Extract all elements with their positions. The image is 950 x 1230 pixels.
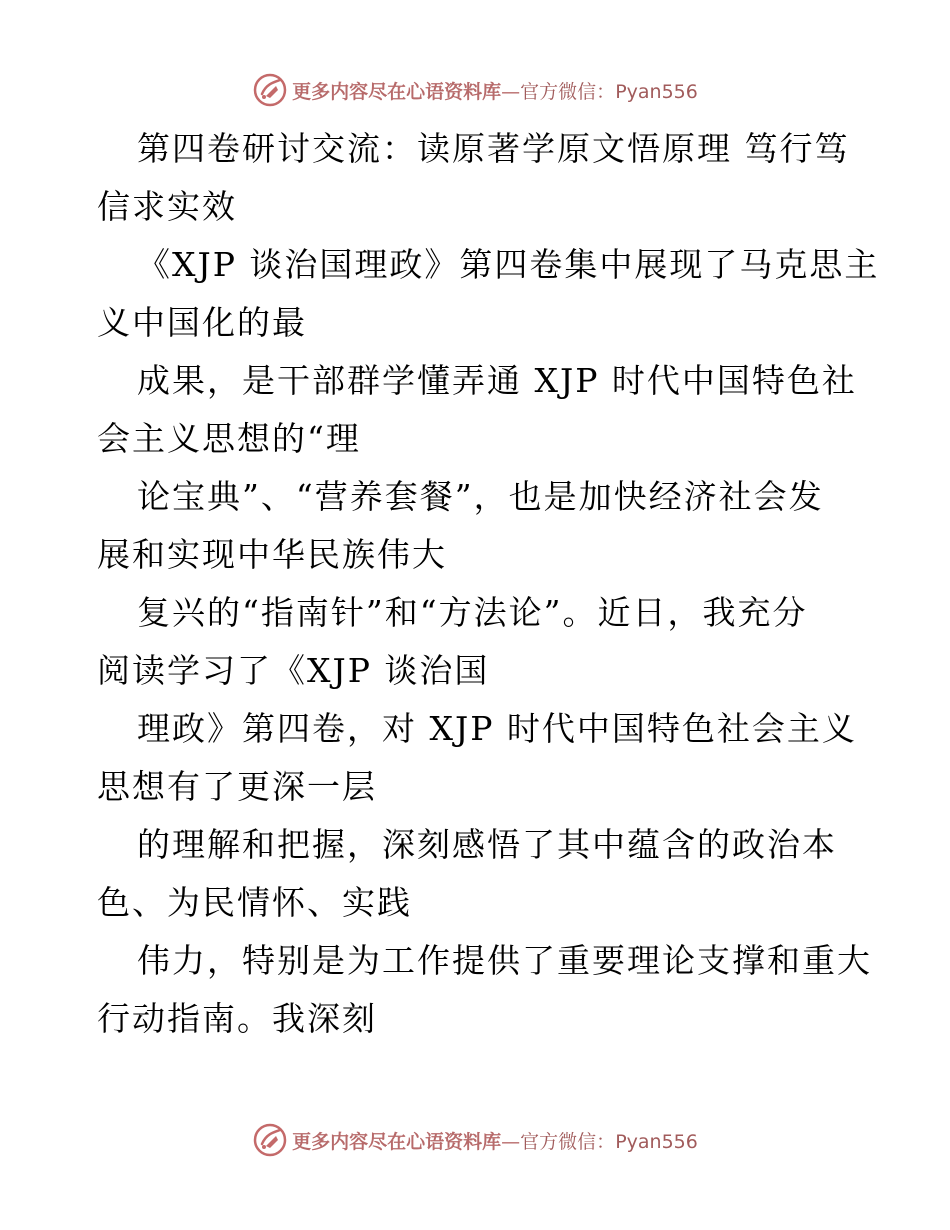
footer-watermark [0, 1120, 950, 1160]
text-line: 论宝典”、“营养套餐”，也是加快经济社会发 [137, 477, 824, 516]
text-line: 复兴的“指南针”和“方法论”。近日，我充分 [137, 593, 808, 632]
text-line: 会主义思想的“理 [97, 419, 361, 458]
watermark-text [292, 1127, 698, 1154]
text-line: 行动指南。我深刻 [97, 999, 377, 1038]
text-line: 的理解和把握，深刻感悟了其中蕴含的政治本 [137, 825, 837, 864]
watermark-separator: — [501, 80, 521, 103]
watermark-text [292, 77, 698, 104]
watermark-wechat-id: Pyan556 [615, 80, 698, 103]
logo-icon [252, 1122, 288, 1158]
text-line: 义中国化的最 [97, 303, 307, 342]
text-line: 色、为民情怀、实践 [97, 883, 412, 922]
watermark-wechat-label: 官方微信： [520, 80, 616, 103]
text-line: 《XJP 谈治国理政》第四卷集中展现了马克思主 [137, 245, 880, 284]
text-line: 成果，是干部群学懂弄通 XJP 时代中国特色社 [137, 361, 857, 400]
header-watermark [0, 70, 950, 110]
watermark-site: 更多内容尽在心语资料库 [292, 80, 502, 103]
watermark-separator: — [501, 1130, 521, 1153]
text-line: 思想有了更深一层 [97, 767, 377, 806]
text-line: 伟力，特别是为工作提供了重要理论支撑和重大 [137, 941, 872, 980]
text-line: 信求实效 [97, 187, 237, 226]
watermark-wechat-label: 官方微信： [520, 1130, 616, 1153]
text-line: 第四卷研讨交流：读原著学原文悟原理 笃行笃 [137, 129, 850, 168]
text-line: 展和实现中华民族伟大 [97, 535, 447, 574]
text-line: 阅读学习了《XJP 谈治国 [97, 651, 490, 690]
logo-icon [252, 72, 288, 108]
watermark-site: 更多内容尽在心语资料库 [292, 1130, 502, 1153]
watermark-wechat-id: Pyan556 [615, 1130, 698, 1153]
text-line: 理政》第四卷，对 XJP 时代中国特色社会主义 [137, 709, 857, 748]
document-body [97, 120, 880, 1048]
